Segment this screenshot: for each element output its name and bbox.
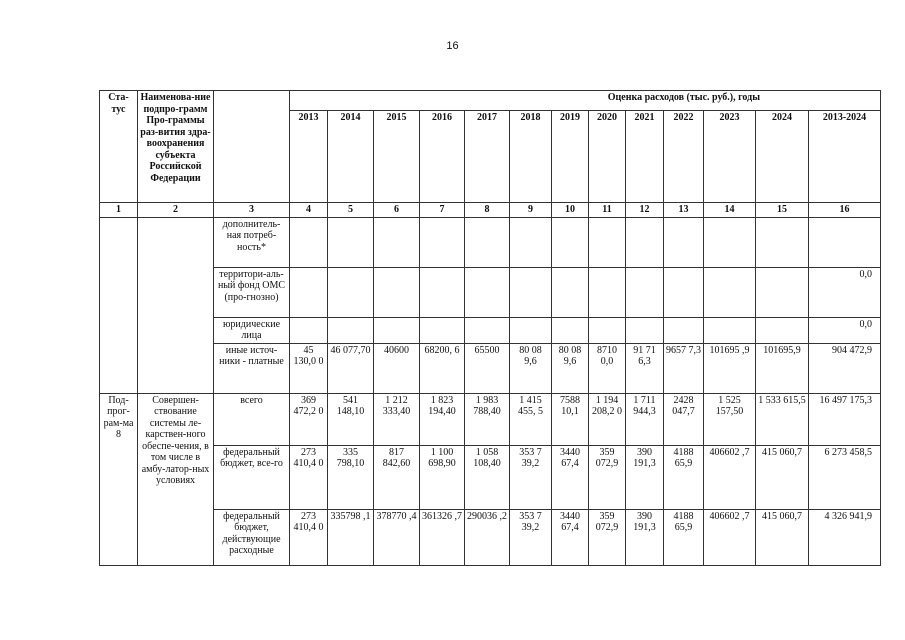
year-header: 2024 [756, 111, 809, 203]
value-cell [626, 217, 664, 267]
value-cell [704, 267, 756, 317]
expenditure-table [99, 90, 881, 566]
value-cell: 406602 ,7 [704, 445, 756, 509]
value-cell [626, 317, 664, 343]
value-cell: 101695 ,9 [704, 343, 756, 393]
value-cell: 415 060,7 [756, 509, 809, 565]
column-number: 1 [100, 203, 138, 218]
header-estimate-title: Оценка расходов (тыс. руб.), годы [290, 91, 881, 111]
year-header: 2014 [328, 111, 374, 203]
value-cell: 335 798,10 [328, 445, 374, 509]
value-cell: 353 7 39,2 [510, 445, 552, 509]
value-cell: 1 711 944,3 [626, 393, 664, 445]
header-subprogram-name: Наименова-ние подпро-грамм Про-граммы раз-вития здра-воохранения субъекта Российской Федерации [138, 91, 214, 203]
value-cell: 290036 ,2 [465, 509, 510, 565]
value-cell [374, 317, 420, 343]
column-number: 9 [510, 203, 552, 218]
value-cell [704, 217, 756, 267]
total-cell: 6 273 458,5 [809, 445, 881, 509]
value-cell: 361326 ,7 [420, 509, 465, 565]
value-cell: 1 533 615,5 [756, 393, 809, 445]
value-cell [626, 267, 664, 317]
value-cell [664, 217, 704, 267]
column-number: 15 [756, 203, 809, 218]
value-cell [465, 217, 510, 267]
value-cell: 1 100 698,90 [420, 445, 465, 509]
value-cell [465, 267, 510, 317]
source-cell: федеральный бюджет, все-го [214, 445, 290, 509]
value-cell [420, 267, 465, 317]
value-cell [756, 317, 809, 343]
year-header: 2017 [465, 111, 510, 203]
value-cell [589, 267, 626, 317]
name-cell-empty [138, 217, 214, 393]
value-cell: 3440 67,4 [552, 445, 589, 509]
value-cell: 80 08 9,6 [510, 343, 552, 393]
value-cell: 2428 047,7 [664, 393, 704, 445]
table-row [100, 217, 881, 267]
source-cell: дополнитель-ная потреб-ность* [214, 217, 290, 267]
year-header: 2013-2024 [809, 111, 881, 203]
value-cell: 1 415 455, 5 [510, 393, 552, 445]
column-number: 4 [290, 203, 328, 218]
column-number-row [100, 203, 881, 218]
column-number: 3 [214, 203, 290, 218]
value-cell: 359 072,9 [589, 445, 626, 509]
value-cell: 68200, 6 [420, 343, 465, 393]
value-cell [374, 267, 420, 317]
value-cell: 80 08 9,6 [552, 343, 589, 393]
total-cell: 16 497 175,3 [809, 393, 881, 445]
source-cell: всего [214, 393, 290, 445]
subprogram-name-cell: Совершен-ствование системы ле-карствен-ного обеспе-чения, в том числе в амбу-латор-ных условиях [138, 393, 214, 565]
value-cell: 406602 ,7 [704, 509, 756, 565]
year-header: 2022 [664, 111, 704, 203]
value-cell: 4188 65,9 [664, 445, 704, 509]
column-number: 5 [328, 203, 374, 218]
year-header: 2015 [374, 111, 420, 203]
value-cell [420, 317, 465, 343]
source-cell: федеральный бюджет, действующие расходные [214, 509, 290, 565]
value-cell: 541 148,10 [328, 393, 374, 445]
total-cell: 0,0 [809, 267, 881, 317]
table-row [100, 445, 881, 509]
column-number: 8 [465, 203, 510, 218]
value-cell: 335798 ,1 [328, 509, 374, 565]
column-number: 6 [374, 203, 420, 218]
column-number: 14 [704, 203, 756, 218]
value-cell: 9657 7,3 [664, 343, 704, 393]
column-number: 2 [138, 203, 214, 218]
value-cell: 45 130,0 0 [290, 343, 328, 393]
value-cell [328, 217, 374, 267]
value-cell: 1 194 208,2 0 [589, 393, 626, 445]
total-cell: 0,0 [809, 317, 881, 343]
value-cell: 353 7 39,2 [510, 509, 552, 565]
source-cell: территори-аль-ный фонд ОМС (про-гнозно) [214, 267, 290, 317]
value-cell [704, 317, 756, 343]
table-row [100, 317, 881, 343]
value-cell: 369 472,2 0 [290, 393, 328, 445]
value-cell [664, 317, 704, 343]
value-cell: 7588 10,1 [552, 393, 589, 445]
value-cell [465, 317, 510, 343]
table-row [100, 267, 881, 317]
value-cell [589, 317, 626, 343]
value-cell [589, 217, 626, 267]
status-cell: Под-прог-рам-ма 8 [100, 393, 138, 565]
value-cell [420, 217, 465, 267]
value-cell: 1 983 788,40 [465, 393, 510, 445]
value-cell [510, 267, 552, 317]
value-cell [290, 217, 328, 267]
source-cell: юридические лица [214, 317, 290, 343]
column-number: 13 [664, 203, 704, 218]
value-cell: 8710 0,0 [589, 343, 626, 393]
year-header: 2018 [510, 111, 552, 203]
column-number: 12 [626, 203, 664, 218]
value-cell: 46 077,70 [328, 343, 374, 393]
page-number: 16 [446, 40, 459, 52]
year-header: 2021 [626, 111, 664, 203]
value-cell [510, 317, 552, 343]
value-cell: 101695,9 [756, 343, 809, 393]
value-cell [328, 267, 374, 317]
value-cell [756, 267, 809, 317]
table-row [100, 343, 881, 393]
value-cell [510, 217, 552, 267]
value-cell: 91 71 6,3 [626, 343, 664, 393]
value-cell: 1 525 157,50 [704, 393, 756, 445]
year-header: 2023 [704, 111, 756, 203]
column-number: 11 [589, 203, 626, 218]
value-cell: 359 072,9 [589, 509, 626, 565]
column-number: 10 [552, 203, 589, 218]
table-row [100, 509, 881, 565]
value-cell: 65500 [465, 343, 510, 393]
value-cell [290, 317, 328, 343]
column-number: 7 [420, 203, 465, 218]
value-cell [552, 267, 589, 317]
value-cell [290, 267, 328, 317]
total-cell: 904 472,9 [809, 343, 881, 393]
value-cell [756, 217, 809, 267]
value-cell: 4188 65,9 [664, 509, 704, 565]
status-cell-empty [100, 217, 138, 393]
value-cell: 817 842,60 [374, 445, 420, 509]
header-status: Ста-тус [100, 91, 138, 203]
value-cell: 415 060,7 [756, 445, 809, 509]
value-cell: 1 058 108,40 [465, 445, 510, 509]
year-header: 2019 [552, 111, 589, 203]
header-source-empty [214, 91, 290, 203]
value-cell [664, 267, 704, 317]
value-cell [552, 317, 589, 343]
year-header: 2016 [420, 111, 465, 203]
total-cell: 4 326 941,9 [809, 509, 881, 565]
table-row [100, 393, 881, 445]
value-cell: 390 191,3 [626, 445, 664, 509]
total-cell [809, 217, 881, 267]
value-cell: 390 191,3 [626, 509, 664, 565]
value-cell: 273 410,4 0 [290, 509, 328, 565]
value-cell [374, 217, 420, 267]
value-cell: 40600 [374, 343, 420, 393]
column-number: 16 [809, 203, 881, 218]
value-cell [552, 217, 589, 267]
value-cell: 378770 ,4 [374, 509, 420, 565]
value-cell: 3440 67,4 [552, 509, 589, 565]
value-cell: 1 212 333,40 [374, 393, 420, 445]
year-header: 2020 [589, 111, 626, 203]
source-cell: иные источ-ники - платные [214, 343, 290, 393]
value-cell [328, 317, 374, 343]
value-cell: 273 410,4 0 [290, 445, 328, 509]
value-cell: 1 823 194,40 [420, 393, 465, 445]
year-header: 2013 [290, 111, 328, 203]
